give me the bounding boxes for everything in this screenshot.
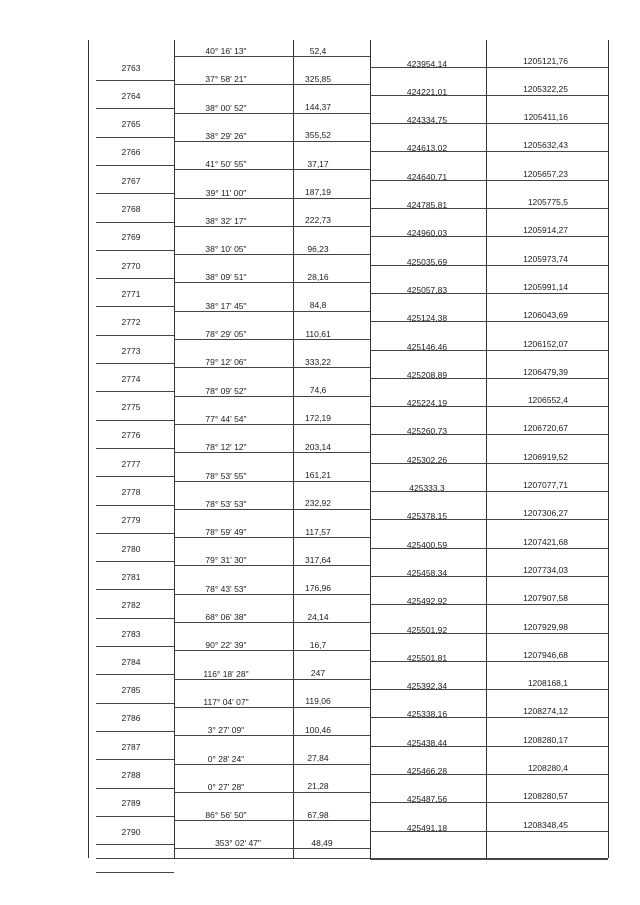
coordinate-y: 1205914,27	[523, 225, 568, 236]
row-separator	[96, 561, 174, 562]
row-separator	[370, 717, 608, 718]
row-separator	[370, 434, 608, 435]
coordinate-x: 425146,46	[406, 341, 448, 352]
coordinate-x: 424613,02	[406, 143, 448, 154]
point-number: 2786	[121, 713, 141, 724]
segment-length: 222,73	[305, 215, 331, 226]
direction-angle: 78° 59' 49"	[205, 527, 247, 538]
coordinate-x: 424960,03	[406, 228, 448, 239]
coordinate-y: 1207929,98	[523, 621, 568, 632]
row-separator	[174, 198, 370, 199]
direction-angle: 117° 04' 07"	[203, 696, 249, 707]
row-separator	[370, 350, 608, 351]
direction-angle: 78° 53' 53"	[205, 498, 247, 509]
point-number: 2765	[121, 119, 141, 130]
segment-length: 161,21	[305, 470, 331, 480]
row-separator	[96, 476, 174, 477]
coordinate-x: 425378,15	[406, 511, 448, 522]
direction-angle: 38° 00' 52"	[205, 102, 247, 113]
point-number: 2778	[121, 487, 141, 497]
segment-length: 48,49	[311, 837, 333, 848]
row-separator	[370, 802, 608, 803]
row-separator	[96, 674, 174, 675]
point-number: 2763	[121, 62, 141, 73]
row-separator	[174, 735, 370, 736]
segment-length: 232,92	[305, 498, 331, 509]
row-separator	[174, 84, 370, 85]
point-number: 2771	[121, 288, 141, 299]
point-number: 2775	[121, 402, 141, 413]
coordinate-x: 425035,69	[406, 256, 448, 267]
row-separator	[174, 481, 370, 482]
point-number: 2770	[121, 260, 141, 271]
coordinate-y: 1207306,27	[523, 508, 568, 519]
row-separator	[174, 622, 370, 623]
row-separator	[174, 792, 370, 793]
coordinate-y: 1206479,39	[523, 366, 568, 377]
row-separator	[96, 278, 174, 279]
coordinate-x: 425392,34	[406, 681, 448, 692]
direction-angle: 3° 27' 09"	[207, 725, 245, 736]
point-number: 2785	[121, 685, 141, 696]
coordinate-x: 425338,16	[406, 709, 448, 720]
row-separator	[174, 311, 370, 312]
row-separator	[370, 519, 608, 520]
point-number: 2787	[121, 741, 141, 752]
direction-angle: 86° 56' 50"	[205, 810, 247, 821]
direction-angle: 41° 50' 55"	[205, 159, 247, 170]
column-line	[88, 40, 89, 858]
row-separator	[370, 661, 608, 662]
row-separator	[370, 293, 608, 294]
row-separator	[174, 764, 370, 765]
row-separator	[174, 169, 370, 170]
direction-angle: 0° 27' 28"	[207, 781, 245, 792]
coordinate-y: 1206919,52	[523, 451, 568, 462]
row-separator	[370, 463, 608, 464]
coordinate-x: 423954,14	[406, 58, 448, 69]
coordinate-x: 424334,75	[406, 115, 448, 126]
row-separator	[370, 378, 608, 379]
coordinate-x: 424640,71	[406, 171, 448, 182]
row-separator	[174, 594, 370, 595]
segment-length: 52,4	[309, 45, 327, 56]
direction-angle: 78° 53' 55"	[205, 470, 247, 481]
row-separator	[96, 193, 174, 194]
row-separator	[96, 816, 174, 817]
segment-length: 325,85	[305, 73, 331, 84]
coordinate-x: 425400,59	[406, 539, 448, 550]
row-separator	[174, 452, 370, 453]
point-number: 2768	[121, 204, 141, 214]
row-separator	[96, 108, 174, 109]
coordinate-y: 1205775,5	[527, 197, 568, 207]
coordinate-x: 425124,38	[406, 313, 448, 324]
row-separator	[370, 406, 608, 407]
row-separator	[174, 396, 370, 397]
row-separator	[174, 141, 370, 142]
coordinate-x: 425487,56	[406, 794, 448, 805]
row-separator	[370, 604, 608, 605]
point-number: 2774	[121, 373, 141, 384]
coordinate-x: 424785,81	[406, 200, 448, 210]
point-number: 2784	[121, 656, 141, 667]
direction-angle: 78° 12' 12"	[205, 442, 247, 453]
direction-angle: 116° 18' 28"	[203, 668, 249, 679]
point-number: 2772	[121, 317, 141, 328]
row-separator	[174, 707, 370, 708]
row-separator	[370, 576, 608, 577]
segment-length: 24,14	[307, 611, 329, 622]
row-separator	[96, 448, 174, 449]
point-number: 2782	[121, 600, 141, 611]
row-separator	[174, 509, 370, 510]
segment-length: 119,06	[305, 696, 331, 707]
row-separator	[174, 537, 370, 538]
row-separator	[370, 689, 608, 690]
point-number: 2776	[121, 430, 141, 441]
coordinate-y: 1208348,45	[523, 819, 568, 830]
coordinate-y: 1205411,16	[523, 112, 568, 123]
row-separator	[370, 859, 608, 860]
row-separator	[174, 820, 370, 821]
row-separator	[96, 703, 174, 704]
direction-angle: 78° 43' 53"	[205, 583, 247, 594]
row-separator	[174, 679, 370, 680]
point-number: 2788	[121, 770, 141, 780]
point-number: 2777	[121, 458, 141, 469]
segment-length: 84,8	[309, 300, 327, 311]
row-separator	[96, 306, 174, 307]
direction-angle: 68° 06' 38"	[205, 612, 247, 622]
coordinate-y: 1208280,17	[523, 734, 568, 745]
coordinate-y: 1206152,07	[523, 338, 568, 349]
coordinate-x: 425491,18	[406, 822, 448, 833]
direction-angle: 38° 17' 45"	[205, 300, 247, 311]
row-separator	[370, 265, 608, 266]
segment-length: 67,98	[307, 809, 329, 820]
segment-length: 74,6	[309, 385, 327, 396]
segment-length: 27,84	[307, 753, 329, 763]
point-number: 2783	[121, 628, 141, 639]
direction-angle: 38° 10' 05"	[205, 244, 247, 255]
segment-length: 187,19	[305, 187, 331, 197]
segment-length: 203,14	[305, 441, 331, 452]
segment-length: 21,28	[307, 781, 329, 792]
coordinate-x: 425501,81	[406, 652, 448, 663]
row-separator	[370, 633, 608, 634]
row-separator	[96, 589, 174, 590]
row-separator	[370, 831, 608, 832]
row-separator	[96, 731, 174, 732]
row-separator	[370, 491, 608, 492]
row-separator	[370, 95, 608, 96]
row-separator	[96, 759, 174, 760]
point-number: 2781	[121, 571, 141, 582]
coordinate-y: 1207946,68	[523, 649, 568, 660]
row-separator	[96, 533, 174, 534]
row-separator	[174, 565, 370, 566]
direction-angle: 39° 11' 00"	[205, 187, 247, 198]
row-separator	[96, 250, 174, 251]
row-separator	[174, 226, 370, 227]
segment-length: 117,57	[305, 526, 331, 537]
coordinate-y: 1207077,71	[523, 480, 568, 490]
segment-length: 96,23	[307, 243, 329, 254]
row-separator	[370, 321, 608, 322]
row-separator	[96, 80, 174, 81]
point-number: 2764	[121, 90, 141, 101]
coordinate-y: 1206720,67	[523, 423, 568, 434]
coordinate-x: 425492,92	[406, 596, 448, 607]
row-separator	[174, 367, 370, 368]
row-separator	[96, 363, 174, 364]
column-line	[486, 40, 487, 858]
coordinate-y: 1205121,76	[523, 55, 568, 66]
segment-length: 172,19	[305, 413, 331, 424]
row-separator	[370, 746, 608, 747]
point-number: 2780	[121, 543, 141, 554]
row-separator	[174, 848, 370, 849]
row-separator	[96, 844, 174, 845]
direction-angle: 78° 09' 52"	[205, 385, 247, 396]
coordinate-y: 1205973,74	[523, 253, 568, 264]
row-separator	[96, 391, 174, 392]
coordinate-x: 425438,44	[406, 737, 448, 748]
coordinate-x: 425333,3	[409, 483, 445, 493]
coordinate-y: 1205991,14	[523, 281, 568, 292]
segment-length: 247	[310, 668, 326, 679]
coordinate-y: 1205632,43	[523, 140, 568, 151]
row-separator	[96, 137, 174, 138]
row-separator	[370, 774, 608, 775]
coordinate-x: 425260,73	[406, 426, 448, 437]
direction-angle: 77° 44' 54"	[205, 413, 247, 424]
row-separator	[174, 113, 370, 114]
row-separator	[96, 788, 174, 789]
coordinate-y: 1208274,12	[523, 706, 568, 717]
coordinate-x: 425057,83	[406, 284, 448, 295]
point-number: 2779	[121, 515, 141, 526]
row-separator	[370, 208, 608, 209]
coordinate-x: 424221,01	[406, 86, 448, 97]
point-number: 2773	[121, 345, 141, 356]
row-separator	[370, 151, 608, 152]
point-number: 2789	[121, 798, 141, 809]
row-separator	[370, 67, 608, 68]
direction-angle: 40° 16' 13"	[205, 46, 247, 56]
coordinate-y: 1207907,58	[523, 593, 568, 604]
segment-length: 144,37	[305, 102, 331, 113]
segment-length: 28,16	[307, 271, 329, 282]
segment-length: 37,17	[307, 158, 329, 169]
row-separator	[370, 123, 608, 124]
point-number: 2790	[121, 826, 141, 837]
row-separator	[96, 618, 174, 619]
row-separator	[370, 548, 608, 549]
row-separator	[96, 646, 174, 647]
coordinate-y: 1207734,03	[523, 564, 568, 575]
direction-angle: 90° 22' 39"	[205, 640, 247, 651]
direction-angle: 0° 28' 24"	[207, 753, 245, 764]
direction-angle: 38° 29' 26"	[205, 130, 247, 141]
coordinate-x: 425458,34	[406, 567, 448, 578]
direction-angle: 78° 29' 05"	[205, 329, 247, 339]
column-line	[608, 40, 609, 858]
row-separator	[96, 222, 174, 223]
row-separator	[174, 650, 370, 651]
segment-length: 100,46	[305, 724, 331, 735]
coordinate-x: 425302,26	[406, 454, 448, 465]
coordinate-y: 1206043,69	[523, 310, 568, 321]
point-number: 2766	[121, 147, 141, 158]
row-separator	[370, 180, 608, 181]
coordinate-x: 425208,89	[406, 369, 448, 380]
segment-length: 317,64	[305, 554, 331, 565]
row-separator	[174, 282, 370, 283]
direction-angle: 79° 12' 06"	[205, 357, 247, 368]
segment-length: 355,52	[305, 130, 331, 141]
row-separator	[174, 56, 370, 57]
row-separator	[370, 236, 608, 237]
coordinate-x: 425466,28	[406, 766, 448, 776]
coordinate-x: 425224,19	[406, 398, 448, 409]
row-separator	[174, 424, 370, 425]
segment-length: 110,61	[305, 328, 331, 339]
coordinate-y: 1205657,23	[523, 168, 568, 179]
row-separator	[96, 165, 174, 166]
coordinate-y: 1208168,1	[527, 678, 568, 689]
coordinate-y: 1208280,57	[523, 791, 568, 802]
point-number: 2769	[121, 232, 141, 243]
point-number: 2767	[121, 175, 141, 186]
segment-length: 16,7	[309, 639, 327, 650]
segment-length: 333,22	[305, 356, 331, 367]
coordinate-y: 1208280,4	[527, 763, 568, 773]
row-separator	[96, 335, 174, 336]
row-separator	[174, 339, 370, 340]
row-separator	[96, 505, 174, 506]
row-separator	[174, 254, 370, 255]
column-line	[370, 40, 371, 858]
direction-angle: 38° 32' 17"	[205, 215, 247, 226]
direction-angle: 37° 58' 21"	[205, 74, 247, 85]
segment-length: 176,96	[305, 583, 331, 594]
coordinate-y: 1206552,4	[527, 395, 568, 406]
direction-angle: 353° 02' 47"	[215, 838, 261, 849]
coordinate-x: 425501,92	[406, 624, 448, 635]
table-bottom-line	[96, 858, 608, 859]
coordinate-y: 1205322,25	[523, 83, 568, 94]
row-separator	[96, 420, 174, 421]
row-separator	[96, 872, 174, 873]
direction-angle: 38° 09' 51"	[205, 272, 247, 283]
direction-angle: 79° 31' 30"	[205, 555, 247, 566]
coordinate-y: 1207421,68	[523, 536, 568, 547]
